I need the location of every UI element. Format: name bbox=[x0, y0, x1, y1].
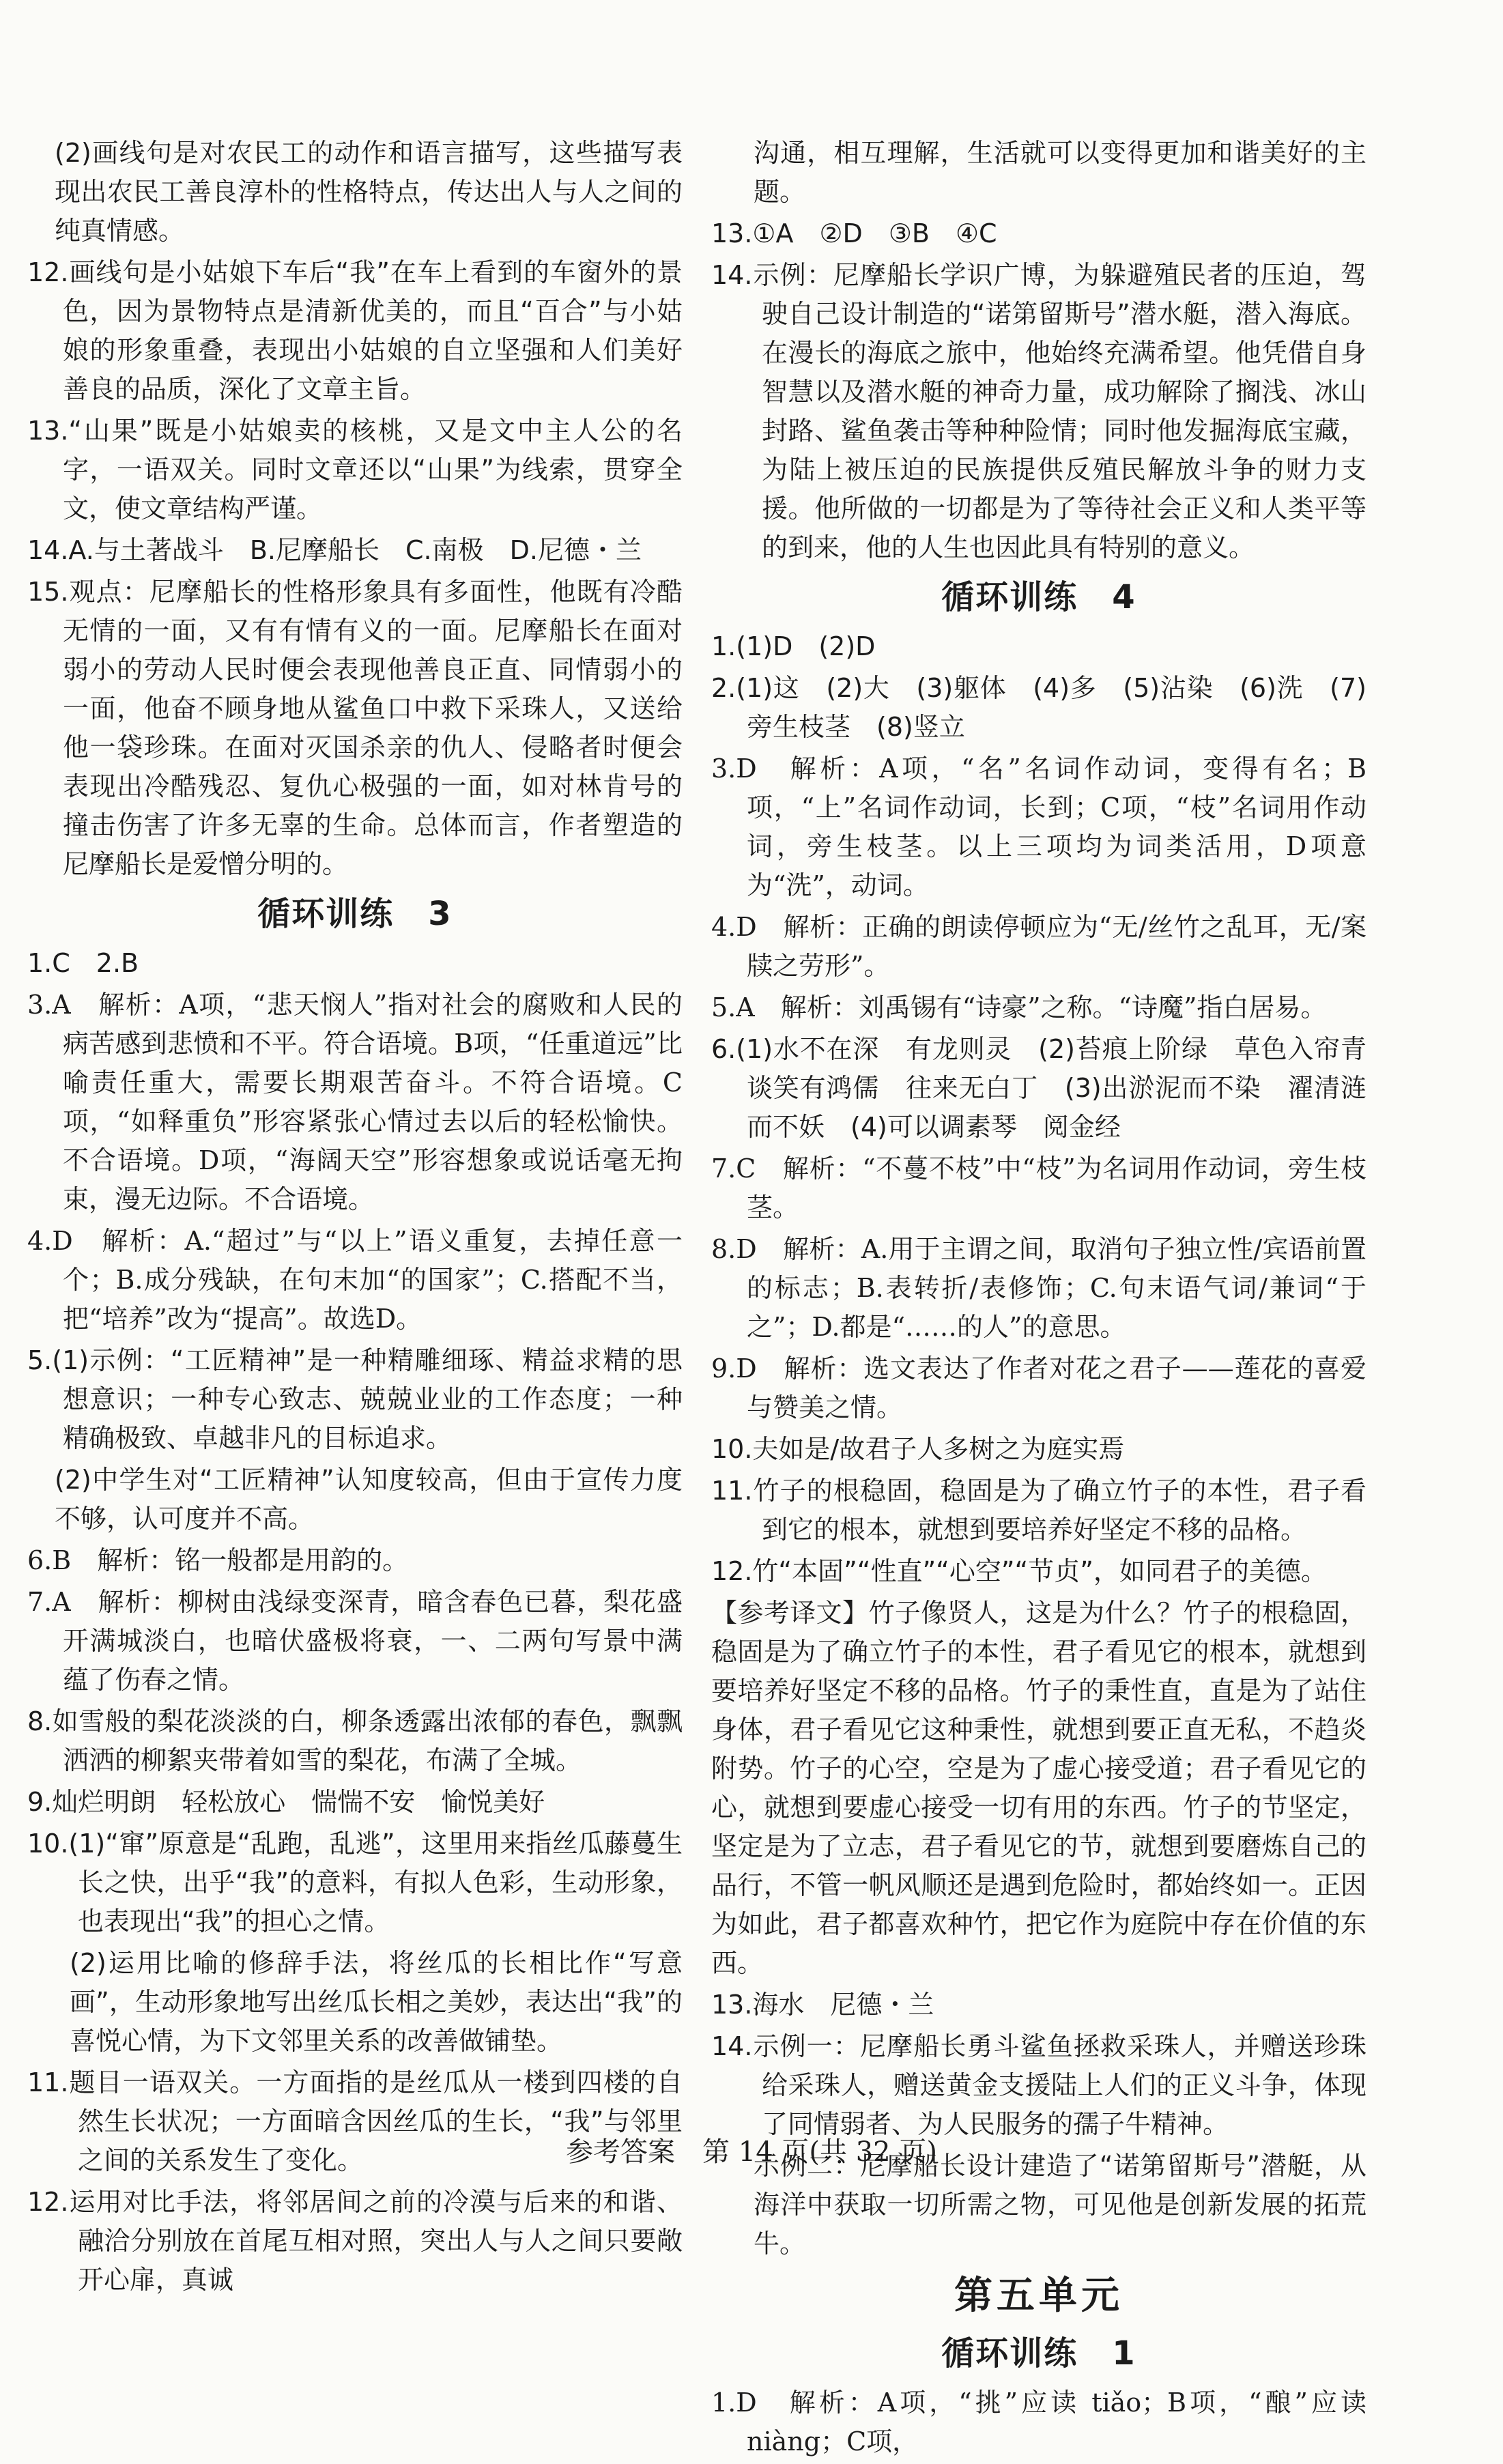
answer-paragraph: 示例二：尼摩船长设计建造了“诺第留斯号”潜艇，从海洋中获取一切所需之物，可见他是创新发展的拓荒牛。 bbox=[754, 2151, 1366, 2259]
answer-paragraph: 3.D 解析：A项，“名”名词作动词，变得有名；B项，“上”名词作动词，长到；C项，“枝”名词用作动词，旁生枝茎。以上三项均为词类活用，D项意为“洗”，动词。 bbox=[711, 754, 1366, 900]
answer-paragraph: 【参考译文】竹子像贤人，这是为什么？竹子的根稳固，稳固是为了确立竹子的本性，君子看见它的根本，就想到要培养好坚定不移的品格。竹子的秉性直，直是为了站住身体，君子看见它这种秉性，就想到要正直无私，不趋炎附势。竹子的心空，空是为了虚心接受道；君子看见它的心，就想到要虚心接受一切有用的东西。竹子的节坚定，坚定是为了立志，君子看见它的节，就想到要磨炼自己的品行，不管一帆风顺还是遇到危险时，都始终如一。正因为如此，君子都喜欢种竹，把它作为庭院中存在价值的东西。 bbox=[711, 1598, 1366, 1978]
answer-paragraph: 10.夫如是/故君子人多树之为庭实焉 bbox=[711, 1434, 1125, 1464]
answer-paragraph: (2)中学生对“工匠精神”认知度较高，但由于宣传力度不够，认可度并不高。 bbox=[55, 1465, 683, 1534]
answer-paragraph: 11.竹子的根稳固，稳固是为了确立竹子的本性，君子看到它的根本，就想到要培养好坚定不移的品格。 bbox=[711, 1476, 1366, 1545]
answer-paragraph: 1.C 2.B bbox=[27, 948, 139, 978]
answer-paragraph: 13.海水 尼德・兰 bbox=[711, 1990, 934, 2020]
answer-paragraph: 14.示例一：尼摩船长勇斗鲨鱼拯救采珠人，并赠送珍珠给采珠人，赠送黄金支援陆上人们的正义斗争，体现了同情弱者、为人民服务的孺子牛精神。 bbox=[711, 2031, 1366, 2139]
answer-paragraph: (2)运用比喻的修辞手法，将丝瓜的长相比作“写意画”，生动形象地写出丝瓜长相之美妙，表达出“我”的喜悦心情，为下文邻里关系的改善做铺垫。 bbox=[70, 1948, 683, 2056]
answer-paragraph: 9.灿烂明朗 轻松放心 惴惴不安 愉悦美好 bbox=[27, 1787, 545, 1817]
answer-paragraph: 7.C 解析：“不蔓不枝”中“枝”为名词用作动词，旁生枝茎。 bbox=[711, 1154, 1366, 1222]
answer-paragraph: 沟通，相互理解，生活就可以变得更加和谐美好的主题。 bbox=[754, 138, 1366, 207]
answer-paragraph: 2.(1)这 (2)大 (3)躯体 (4)多 (5)沾染 (6)洗 (7)旁生枝茎 (8)竖立 bbox=[711, 673, 1366, 742]
answer-paragraph: 15.观点：尼摩船长的性格形象具有多面性，他既有冷酷无情的一面，又有有情有义的一面。尼摩船长在面对弱小的劳动人民时便会表现他善良正直、同情弱小的一面，他奋不顾身地从鲨鱼口中救下采珠人，又送给他一袋珍珠。在面对灭国杀亲的仇人、侵略者时便会表现出冷酷残忍、复仇心极强的一面，如对林肯号的撞击伤害了许多无辜的生命。总体而言，作者塑造的尼摩船长是爱憎分明的。 bbox=[27, 577, 683, 879]
answer-paragraph: 14.A.与土著战斗 B.尼摩船长 C.南极 D.尼德・兰 bbox=[27, 535, 642, 565]
section-heading: 循环训练 4 bbox=[941, 578, 1136, 616]
answer-paragraph: 8.如雪般的梨花淡淡的白，柳条透露出浓郁的春色，飘飘洒洒的柳絮夹带着如雪的梨花，布满了全城。 bbox=[27, 1706, 683, 1775]
answer-paragraph: 13.“山果”既是小姑娘卖的核桃，又是文中主人公的名字，一语双关。同时文章还以“山果”为线索，贯穿全文，使文章结构严谨。 bbox=[27, 416, 683, 524]
answer-paragraph: 10.(1)“窜”原意是“乱跑，乱逃”，这里用来指丝瓜藤蔓生长之快，出乎“我”的意料，有拟人色彩，生动形象，也表现出“我”的担心之情。 bbox=[27, 1829, 683, 1936]
answer-paragraph: 3.A 解析：A项，“悲天悯人”指对社会的腐败和人民的病苦感到悲愤和不平。符合语境。B项，“任重道远”比喻责任重大，需要长期艰苦奋斗。不符合语境。C项，“如释重负”形容紧张心情过去以后的轻松愉快。不合语境。D项，“海阔天空”形容想象或说话毫无拘束，漫无边际。不合语境。 bbox=[27, 990, 683, 1214]
answer-paragraph: 4.D 解析：正确的朗读停顿应为“无/丝竹之乱耳，无/案牍之劳形”。 bbox=[711, 912, 1366, 981]
right-column bbox=[711, 134, 1393, 2464]
answer-paragraph: 14.示例：尼摩船长学识广博，为躲避殖民者的压迫，驾驶自己设计制造的“诺第留斯号”潜水艇，潜入海底。在漫长的海底之旅中，他始终充满希望。他凭借自身智慧以及潜水艇的神奇力量，成功解除了搁浅、冰山封路、鲨鱼袭击等种种险情；同时他发掘海底宝藏，为陆上被压迫的民族提供反殖民解放斗争的财力支援。他所做的一切都是为了等待社会正义和人类平等的到来，他的人生也因此具有特别的意义。 bbox=[711, 260, 1366, 562]
page-footer: 参考答案 第 14 页(共 32 页) bbox=[566, 2136, 937, 2168]
answer-paragraph: 1.D 解析：A项，“挑”应读 tiǎo；B项，“酿”应读 niàng；C项， bbox=[711, 2388, 1366, 2456]
answer-paragraph: 5.(1)示例：“工匠精神”是一种精雕细琢、精益求精的思想意识；一种专心致志、兢兢业业的工作态度；一种精确极致、卓越非凡的目标追求。 bbox=[27, 1345, 683, 1453]
answer-paragraph: 12.运用对比手法，将邻居间之前的冷漠与后来的和谐、融洽分别放在首尾互相对照，突出人与人之间只要敞开心扉，真诚 bbox=[27, 2187, 683, 2295]
answer-paragraph: 1.(1)D (2)D bbox=[711, 631, 876, 661]
answer-paragraph: 9.D 解析：选文表达了作者对花之君子——莲花的喜爱与赞美之情。 bbox=[711, 1353, 1366, 1422]
answer-paragraph: (2)画线句是对农民工的动作和语言描写，这些描写表现出农民工善良淳朴的性格特点，传达出人与人之间的纯真情感。 bbox=[55, 138, 683, 246]
answer-paragraph: 6.(1)水不在深 有龙则灵 (2)苔痕上阶绿 草色入帘青 谈笑有鸿儒 往来无白丁 (3)出淤泥而不染 濯清涟而不妖 (4)可以调素琴 阅金经 bbox=[711, 1034, 1393, 1142]
answer-paragraph: 13.①A ②D ③B ④C bbox=[711, 218, 997, 248]
section-heading: 循环训练 3 bbox=[257, 895, 453, 933]
answer-paragraph: 12.画线句是小姑娘下车后“我”在车上看到的车窗外的景色，因为景物特点是清新优美的，而且“百合”与小姑娘的形象重叠，表现出小姑娘的自立坚强和人们美好善良的品质，深化了文章主旨。 bbox=[27, 257, 683, 404]
answer-paragraph: 12.竹“本固”“性直”“心空”“节贞”，如同君子的美德。 bbox=[711, 1556, 1327, 1586]
left-column bbox=[27, 134, 683, 2302]
answer-paragraph: 11.题目一语双关。一方面指的是丝瓜从一楼到四楼的自然生长状况；一方面暗含因丝瓜的生长，“我”与邻里之间的关系发生了变化。 bbox=[27, 2067, 683, 2175]
answer-paragraph: 5.A 解析：刘禹锡有“诗豪”之称。“诗魔”指白居易。 bbox=[711, 992, 1327, 1022]
answer-paragraph: 7.A 解析：柳树由浅绿变深青，暗含春色已暮，梨花盛开满城淡白，也暗伏盛极将衰，一、二两句写景中满蕴了伤春之情。 bbox=[27, 1587, 683, 1695]
section-heading: 循环训练 1 bbox=[941, 2334, 1136, 2373]
section-heading: 第五单元 bbox=[954, 2274, 1123, 2318]
answer-paragraph: 4.D 解析：A.“超过”与“以上”语义重复，去掉任意一个；B.成分残缺，在句末加“的国家”；C.搭配不当，把“培养”改为“提高”。故选D。 bbox=[27, 1226, 683, 1334]
answer-paragraph: 6.B 解析：铭一般都是用韵的。 bbox=[27, 1545, 409, 1575]
answer-paragraph: 8.D 解析：A.用于主谓之间，取消句子独立性/宾语前置的标志；B.表转折/表修饰；C.句末语气词/兼词“于之”；D.都是“……的人”的意思。 bbox=[711, 1234, 1366, 1342]
